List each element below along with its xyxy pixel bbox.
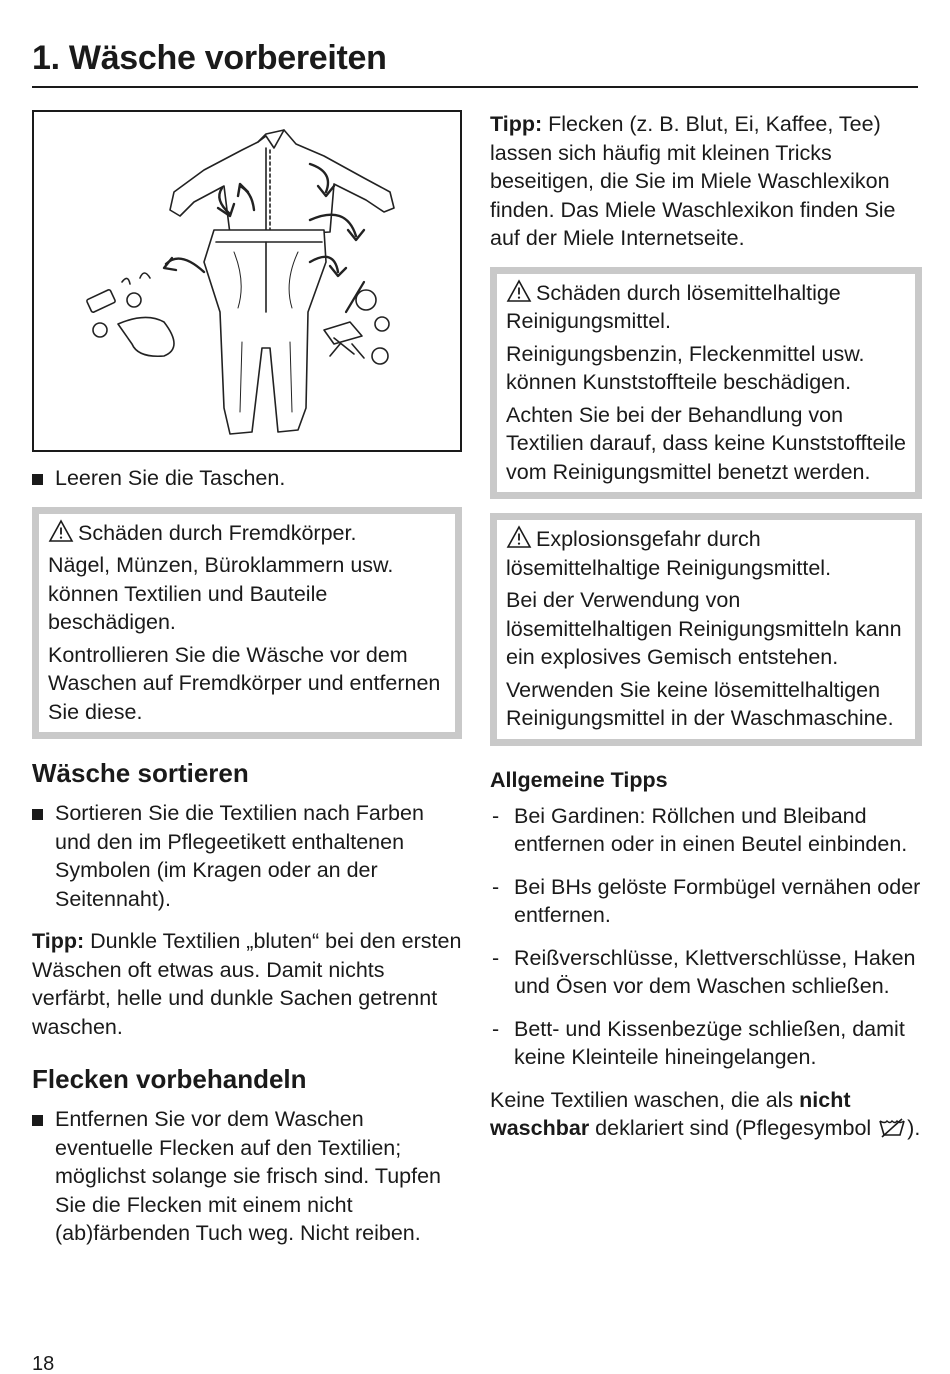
tip-item: - Reißverschlüsse, Klettverschlüsse, Haken und Ösen vor dem Waschen schließen. [492, 945, 916, 998]
warning-box-foreign-objects [32, 507, 462, 740]
section-heading-general-tips: Allgemeine Tipps [490, 767, 668, 792]
page-title: 1. Wäsche vorbereiten [32, 39, 387, 77]
tip-item: - Bei BHs gelöste Formbügel vernähen oder entfernen. [492, 874, 921, 927]
warning-triangle-icon [506, 525, 532, 549]
warning-title: Schäden durch Fremdkörper. [48, 519, 446, 548]
page-number: 18 [32, 1353, 55, 1374]
left-column [32, 110, 462, 1258]
warning-title: Schäden durch lösemittelhaltige Reinigungsmittel. [506, 280, 841, 333]
bullet-stains: Entfernen Sie vor dem Waschen eventuelle Flecken auf den Textilien; möglichst solange sie frisch sind. Tupfen Sie die Flecken mit einem nicht (ab)färbenden Tuch weg. Nicht reiben. [32, 1105, 462, 1248]
square-bullet-icon [32, 809, 43, 820]
tip-stains: Tipp: Flecken (z. B. Blut, Ei, Kaffee, Tee) lassen sich häufig mit kleinen Tricks beseitigen, die Sie im Miele Waschlexikon finden. Das Miele Waschlexikon finden Sie auf der Miele Internetseite. [490, 112, 896, 250]
warning-text: Bei der Verwendung von lösemittelhaltigen Reinigungsmitteln kann ein explosives Gemisch entstehen. [506, 588, 902, 669]
warning-title: Explosionsgefahr durch lösemittelhaltige Reinigungsmittel. [506, 527, 832, 580]
not-washable-note: Keine Textilien waschen, die als nicht waschbar deklariert sind (Pflegesymbol ). [490, 1087, 921, 1140]
bullet-sort: Sortieren Sie die Textilien nach Farben und den im Pflegeetikett enthaltenen Symbolen (im Kragen oder an der Seitennaht). [32, 799, 462, 913]
bullet-empty-pockets: Leeren Sie die Taschen. [32, 464, 462, 493]
warning-box-solvent-damage [490, 267, 922, 500]
right-column [490, 110, 922, 1157]
do-not-wash-icon [877, 1117, 907, 1139]
warning-triangle-icon [506, 279, 532, 303]
tip-dark-textiles: Tipp: Dunkle Textilien „bluten“ bei den ersten Wäschen oft etwas aus. Damit nichts verfärbt, helle und dunkle Sachen getrennt waschen. [32, 929, 462, 1039]
warning-triangle-icon [48, 519, 74, 543]
tip-item: - Bei Gardinen: Röllchen und Bleiband entfernen oder in einen Beutel einbinden. [492, 803, 908, 856]
tip-item: - Bett- und Kissenbezüge schließen, damit keine Kleinteile hineingelangen. [492, 1016, 905, 1069]
title-rule [32, 86, 918, 88]
section-heading-stains: Flecken vorbehandeln [32, 1064, 307, 1094]
section-heading-sort: Wäsche sortieren [32, 758, 249, 788]
warning-text: Kontrollieren Sie die Wäsche vor dem Waschen auf Fremdkörper und entfernen Sie diese. [48, 642, 441, 724]
warning-text: Nägel, Münzen, Büroklammern usw. können Textilien und Bauteile beschädigen. [48, 553, 394, 634]
square-bullet-icon [32, 1115, 43, 1126]
square-bullet-icon [32, 474, 43, 485]
warning-text: Achten Sie bei der Behandlung von Textilien darauf, dass keine Kunststoffteile vom Reinigungsmittel benetzt werden. [506, 402, 906, 484]
warning-box-explosion [490, 513, 922, 746]
warning-text: Verwenden Sie keine lösemittelhaltigen Reinigungsmittel in der Waschmaschine. [506, 677, 894, 730]
warning-text: Reinigungsbenzin, Fleckenmittel usw. können Kunststoffteile beschädigen. [506, 341, 865, 394]
laundry-illustration [32, 110, 462, 452]
